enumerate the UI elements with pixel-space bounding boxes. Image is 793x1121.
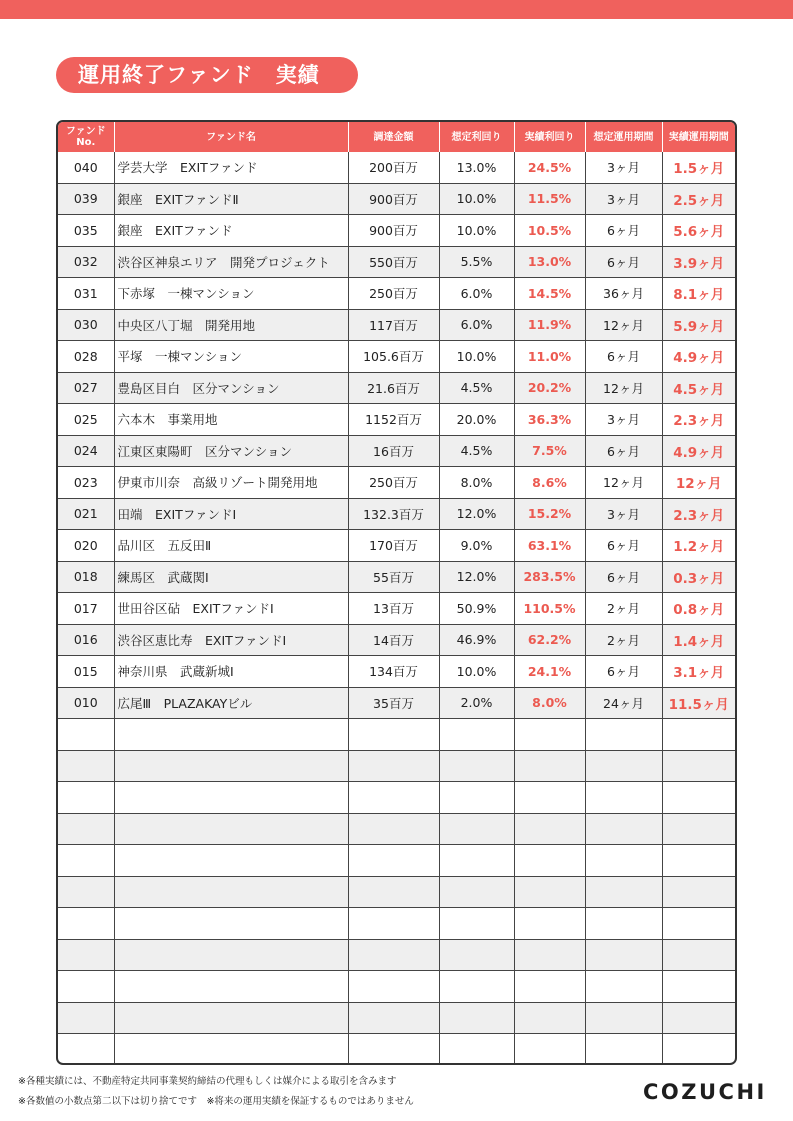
cell-amount: 132.3百万 (348, 498, 439, 530)
empty-cell (58, 845, 114, 877)
cell-fund-name: 田端 EXITファンドⅠ (114, 498, 348, 530)
cell-fund-no: 018 (58, 561, 114, 593)
empty-table-row (58, 939, 735, 971)
empty-cell (439, 1002, 514, 1034)
cell-actual-period: 0.3ヶ月 (662, 561, 735, 593)
empty-cell (114, 908, 348, 940)
cell-fund-no: 035 (58, 215, 114, 247)
empty-cell (662, 939, 735, 971)
header-fund-name: ファンド名 (114, 122, 348, 152)
table-row (58, 404, 735, 436)
cell-actual-yield: 10.5% (514, 215, 585, 247)
empty-cell (114, 971, 348, 1003)
empty-cell (439, 750, 514, 782)
cell-fund-name: 豊島区目白 区分マンション (114, 372, 348, 404)
cell-fund-name: 学芸大学 EXITファンド (114, 152, 348, 183)
empty-cell (514, 1034, 585, 1066)
cell-actual-period: 3.9ヶ月 (662, 246, 735, 278)
cell-amount: 900百万 (348, 183, 439, 215)
empty-cell (114, 939, 348, 971)
empty-cell (439, 845, 514, 877)
cell-actual-period: 0.8ヶ月 (662, 593, 735, 625)
empty-cell (585, 1002, 662, 1034)
cell-expected-period: 12ヶ月 (585, 372, 662, 404)
cell-actual-yield: 14.5% (514, 278, 585, 310)
header-amount: 調達金額 (348, 122, 439, 152)
empty-cell (348, 782, 439, 814)
header-expected-period: 想定運用期間 (585, 122, 662, 152)
empty-cell (514, 719, 585, 751)
cozuchi-logo: COZUCHI (643, 1080, 767, 1104)
cell-expected-period: 36ヶ月 (585, 278, 662, 310)
empty-cell (514, 908, 585, 940)
table-row (58, 215, 735, 247)
cell-fund-name: 下赤塚 一棟マンション (114, 278, 348, 310)
empty-cell (439, 719, 514, 751)
empty-cell (514, 876, 585, 908)
cell-expected-yield: 10.0% (439, 341, 514, 373)
empty-cell (58, 813, 114, 845)
results-table (58, 122, 735, 1065)
cell-fund-name: 六本木 事業用地 (114, 404, 348, 436)
cell-expected-yield: 8.0% (439, 467, 514, 499)
cell-actual-period: 2.3ヶ月 (662, 498, 735, 530)
empty-cell (58, 1034, 114, 1066)
cell-actual-yield: 11.9% (514, 309, 585, 341)
empty-cell (348, 719, 439, 751)
empty-cell (585, 908, 662, 940)
footnote-2: ※各数値の小数点第二以下は切り捨てです ※将来の運用実績を保証するものではありません (18, 1096, 414, 1107)
cell-amount: 250百万 (348, 467, 439, 499)
empty-table-row (58, 1034, 735, 1066)
empty-cell (58, 971, 114, 1003)
cell-actual-yield: 11.5% (514, 183, 585, 215)
results-table-container (56, 120, 737, 1065)
table-row (58, 183, 735, 215)
cell-fund-name: 江東区東陽町 区分マンション (114, 435, 348, 467)
cell-amount: 117百万 (348, 309, 439, 341)
cell-expected-yield: 10.0% (439, 183, 514, 215)
cell-actual-period: 5.6ヶ月 (662, 215, 735, 247)
cell-actual-period: 1.5ヶ月 (662, 152, 735, 183)
cell-expected-period: 6ヶ月 (585, 341, 662, 373)
cell-expected-period: 2ヶ月 (585, 593, 662, 625)
footnote-1: ※各種実績には、不動産特定共同事業契約締結の代理もしくは媒介による取引を含みます (18, 1076, 397, 1087)
table-row (58, 278, 735, 310)
cell-fund-no: 024 (58, 435, 114, 467)
cell-expected-yield: 12.0% (439, 561, 514, 593)
cell-actual-yield: 110.5% (514, 593, 585, 625)
table-row (58, 593, 735, 625)
empty-cell (585, 1034, 662, 1066)
empty-table-row (58, 813, 735, 845)
cell-amount: 250百万 (348, 278, 439, 310)
empty-cell (662, 971, 735, 1003)
cell-actual-yield: 13.0% (514, 246, 585, 278)
cell-expected-period: 3ヶ月 (585, 404, 662, 436)
empty-cell (662, 876, 735, 908)
cell-actual-period: 8.1ヶ月 (662, 278, 735, 310)
empty-table-row (58, 845, 735, 877)
empty-cell (114, 782, 348, 814)
empty-cell (514, 1002, 585, 1034)
cell-amount: 14百万 (348, 624, 439, 656)
cell-expected-yield: 4.5% (439, 372, 514, 404)
cell-actual-yield: 24.5% (514, 152, 585, 183)
empty-cell (662, 782, 735, 814)
empty-cell (348, 845, 439, 877)
empty-cell (348, 1034, 439, 1066)
empty-cell (58, 750, 114, 782)
cell-amount: 16百万 (348, 435, 439, 467)
cell-actual-period: 1.2ヶ月 (662, 530, 735, 562)
empty-table-row (58, 908, 735, 940)
cell-expected-period: 6ヶ月 (585, 561, 662, 593)
empty-cell (585, 782, 662, 814)
cell-fund-no: 025 (58, 404, 114, 436)
cell-amount: 1152百万 (348, 404, 439, 436)
cell-fund-no: 039 (58, 183, 114, 215)
empty-cell (662, 908, 735, 940)
cell-expected-period: 6ヶ月 (585, 530, 662, 562)
cell-expected-yield: 10.0% (439, 656, 514, 688)
cell-actual-yield: 15.2% (514, 498, 585, 530)
empty-cell (348, 876, 439, 908)
cell-fund-no: 030 (58, 309, 114, 341)
cell-fund-name: 中央区八丁堀 開発用地 (114, 309, 348, 341)
cell-amount: 105.6百万 (348, 341, 439, 373)
cell-fund-no: 020 (58, 530, 114, 562)
cell-expected-period: 12ヶ月 (585, 467, 662, 499)
cell-expected-period: 3ヶ月 (585, 498, 662, 530)
cell-fund-name: 平塚 一棟マンション (114, 341, 348, 373)
cell-actual-yield: 62.2% (514, 624, 585, 656)
empty-cell (662, 750, 735, 782)
empty-cell (514, 750, 585, 782)
cell-fund-no: 028 (58, 341, 114, 373)
empty-cell (514, 782, 585, 814)
table-row (58, 656, 735, 688)
cell-expected-yield: 5.5% (439, 246, 514, 278)
empty-cell (585, 719, 662, 751)
cell-expected-period: 6ヶ月 (585, 435, 662, 467)
empty-cell (348, 908, 439, 940)
cell-amount: 13百万 (348, 593, 439, 625)
empty-cell (58, 908, 114, 940)
cell-expected-yield: 9.0% (439, 530, 514, 562)
cell-fund-no: 015 (58, 656, 114, 688)
empty-cell (585, 750, 662, 782)
cell-amount: 35百万 (348, 687, 439, 719)
page-title: 運用終了ファンド 実績 (56, 57, 358, 93)
empty-cell (439, 813, 514, 845)
empty-cell (514, 939, 585, 971)
empty-cell (58, 939, 114, 971)
cell-actual-yield: 283.5% (514, 561, 585, 593)
empty-cell (585, 939, 662, 971)
empty-cell (348, 1002, 439, 1034)
table-row (58, 435, 735, 467)
cell-amount: 200百万 (348, 152, 439, 183)
empty-cell (348, 813, 439, 845)
empty-cell (514, 813, 585, 845)
empty-cell (514, 971, 585, 1003)
header-fund-no (58, 122, 114, 152)
empty-cell (662, 845, 735, 877)
empty-cell (439, 939, 514, 971)
cell-actual-period: 2.3ヶ月 (662, 404, 735, 436)
cell-actual-period: 12ヶ月 (662, 467, 735, 499)
cell-expected-period: 6ヶ月 (585, 656, 662, 688)
empty-cell (514, 845, 585, 877)
cell-expected-yield: 4.5% (439, 435, 514, 467)
cell-fund-no: 031 (58, 278, 114, 310)
cell-actual-period: 1.4ヶ月 (662, 624, 735, 656)
cell-actual-period: 2.5ヶ月 (662, 183, 735, 215)
empty-cell (348, 971, 439, 1003)
cell-fund-no: 032 (58, 246, 114, 278)
empty-cell (585, 971, 662, 1003)
cell-fund-name: 伊東市川奈 高級リゾート開発用地 (114, 467, 348, 499)
cell-actual-yield: 8.0% (514, 687, 585, 719)
cell-fund-no: 016 (58, 624, 114, 656)
table-row (58, 687, 735, 719)
empty-cell (114, 1002, 348, 1034)
cell-expected-yield: 2.0% (439, 687, 514, 719)
empty-cell (114, 750, 348, 782)
empty-cell (114, 876, 348, 908)
cell-fund-name: 渋谷区神泉エリア 開発プロジェクト (114, 246, 348, 278)
empty-cell (58, 1002, 114, 1034)
cell-expected-yield: 6.0% (439, 309, 514, 341)
cell-expected-yield: 6.0% (439, 278, 514, 310)
table-row (58, 309, 735, 341)
cell-amount: 900百万 (348, 215, 439, 247)
cell-actual-period: 11.5ヶ月 (662, 687, 735, 719)
empty-cell (662, 1002, 735, 1034)
cell-fund-no: 023 (58, 467, 114, 499)
cell-expected-period: 6ヶ月 (585, 246, 662, 278)
empty-table-row (58, 971, 735, 1003)
cell-actual-period: 5.9ヶ月 (662, 309, 735, 341)
cell-actual-yield: 8.6% (514, 467, 585, 499)
cell-fund-name: 渋谷区恵比寿 EXITファンドⅠ (114, 624, 348, 656)
cell-fund-name: 広尾Ⅲ PLAZAKAYビル (114, 687, 348, 719)
cell-actual-period: 4.5ヶ月 (662, 372, 735, 404)
empty-cell (585, 813, 662, 845)
cell-fund-no: 017 (58, 593, 114, 625)
cell-expected-period: 6ヶ月 (585, 215, 662, 247)
table-row (58, 561, 735, 593)
empty-cell (114, 1034, 348, 1066)
cell-actual-yield: 63.1% (514, 530, 585, 562)
empty-cell (348, 939, 439, 971)
header-actual-yield: 実績利回り (514, 122, 585, 152)
empty-cell (439, 908, 514, 940)
empty-cell (114, 845, 348, 877)
empty-cell (662, 719, 735, 751)
table-row (58, 372, 735, 404)
table-header-row (58, 122, 735, 152)
empty-cell (439, 782, 514, 814)
cell-actual-yield: 20.2% (514, 372, 585, 404)
cell-actual-yield: 11.0% (514, 341, 585, 373)
table-row (58, 530, 735, 562)
table-body (58, 152, 735, 1065)
table-row (58, 624, 735, 656)
cell-amount: 134百万 (348, 656, 439, 688)
cell-actual-period: 3.1ヶ月 (662, 656, 735, 688)
table-row (58, 498, 735, 530)
empty-cell (439, 1034, 514, 1066)
cell-actual-yield: 24.1% (514, 656, 585, 688)
cell-amount: 55百万 (348, 561, 439, 593)
empty-table-row (58, 782, 735, 814)
cell-amount: 170百万 (348, 530, 439, 562)
cell-actual-yield: 7.5% (514, 435, 585, 467)
table-row (58, 246, 735, 278)
cell-expected-yield: 12.0% (439, 498, 514, 530)
empty-cell (114, 813, 348, 845)
cell-expected-period: 3ヶ月 (585, 152, 662, 183)
cell-amount: 550百万 (348, 246, 439, 278)
empty-cell (58, 719, 114, 751)
cell-fund-name: 品川区 五反田Ⅱ (114, 530, 348, 562)
cell-fund-name: 銀座 EXITファンド (114, 215, 348, 247)
empty-cell (439, 876, 514, 908)
cell-fund-name: 銀座 EXITファンドⅡ (114, 183, 348, 215)
empty-cell (58, 876, 114, 908)
empty-cell (662, 813, 735, 845)
empty-table-row (58, 750, 735, 782)
cell-expected-yield: 13.0% (439, 152, 514, 183)
empty-cell (58, 782, 114, 814)
cell-actual-period: 4.9ヶ月 (662, 341, 735, 373)
header-actual-period: 実績運用期間 (662, 122, 735, 152)
top-accent-bar (0, 0, 793, 19)
cell-amount: 21.6百万 (348, 372, 439, 404)
cell-expected-yield: 46.9% (439, 624, 514, 656)
empty-table-row (58, 1002, 735, 1034)
cell-expected-yield: 20.0% (439, 404, 514, 436)
empty-cell (114, 719, 348, 751)
cell-fund-name: 神奈川県 武蔵新城Ⅰ (114, 656, 348, 688)
empty-table-row (58, 876, 735, 908)
cell-expected-period: 3ヶ月 (585, 183, 662, 215)
empty-cell (348, 750, 439, 782)
cell-expected-period: 12ヶ月 (585, 309, 662, 341)
header-fund-no-line2: No. (76, 137, 96, 148)
table-row (58, 467, 735, 499)
cell-fund-name: 練馬区 武蔵関Ⅰ (114, 561, 348, 593)
header-fund-no-line1: ファンド (65, 126, 106, 137)
cell-fund-name: 世田谷区砧 EXITファンドⅠ (114, 593, 348, 625)
header-expected-yield: 想定利回り (439, 122, 514, 152)
cell-fund-no: 027 (58, 372, 114, 404)
table-row (58, 152, 735, 183)
empty-table-row (58, 719, 735, 751)
cell-fund-no: 040 (58, 152, 114, 183)
cell-expected-yield: 50.9% (439, 593, 514, 625)
cell-fund-no: 021 (58, 498, 114, 530)
cell-fund-no: 010 (58, 687, 114, 719)
cell-expected-yield: 10.0% (439, 215, 514, 247)
empty-cell (585, 845, 662, 877)
cell-actual-period: 4.9ヶ月 (662, 435, 735, 467)
empty-cell (585, 876, 662, 908)
cell-expected-period: 24ヶ月 (585, 687, 662, 719)
cell-expected-period: 2ヶ月 (585, 624, 662, 656)
empty-cell (662, 1034, 735, 1066)
table-row (58, 341, 735, 373)
empty-cell (439, 971, 514, 1003)
cell-actual-yield: 36.3% (514, 404, 585, 436)
